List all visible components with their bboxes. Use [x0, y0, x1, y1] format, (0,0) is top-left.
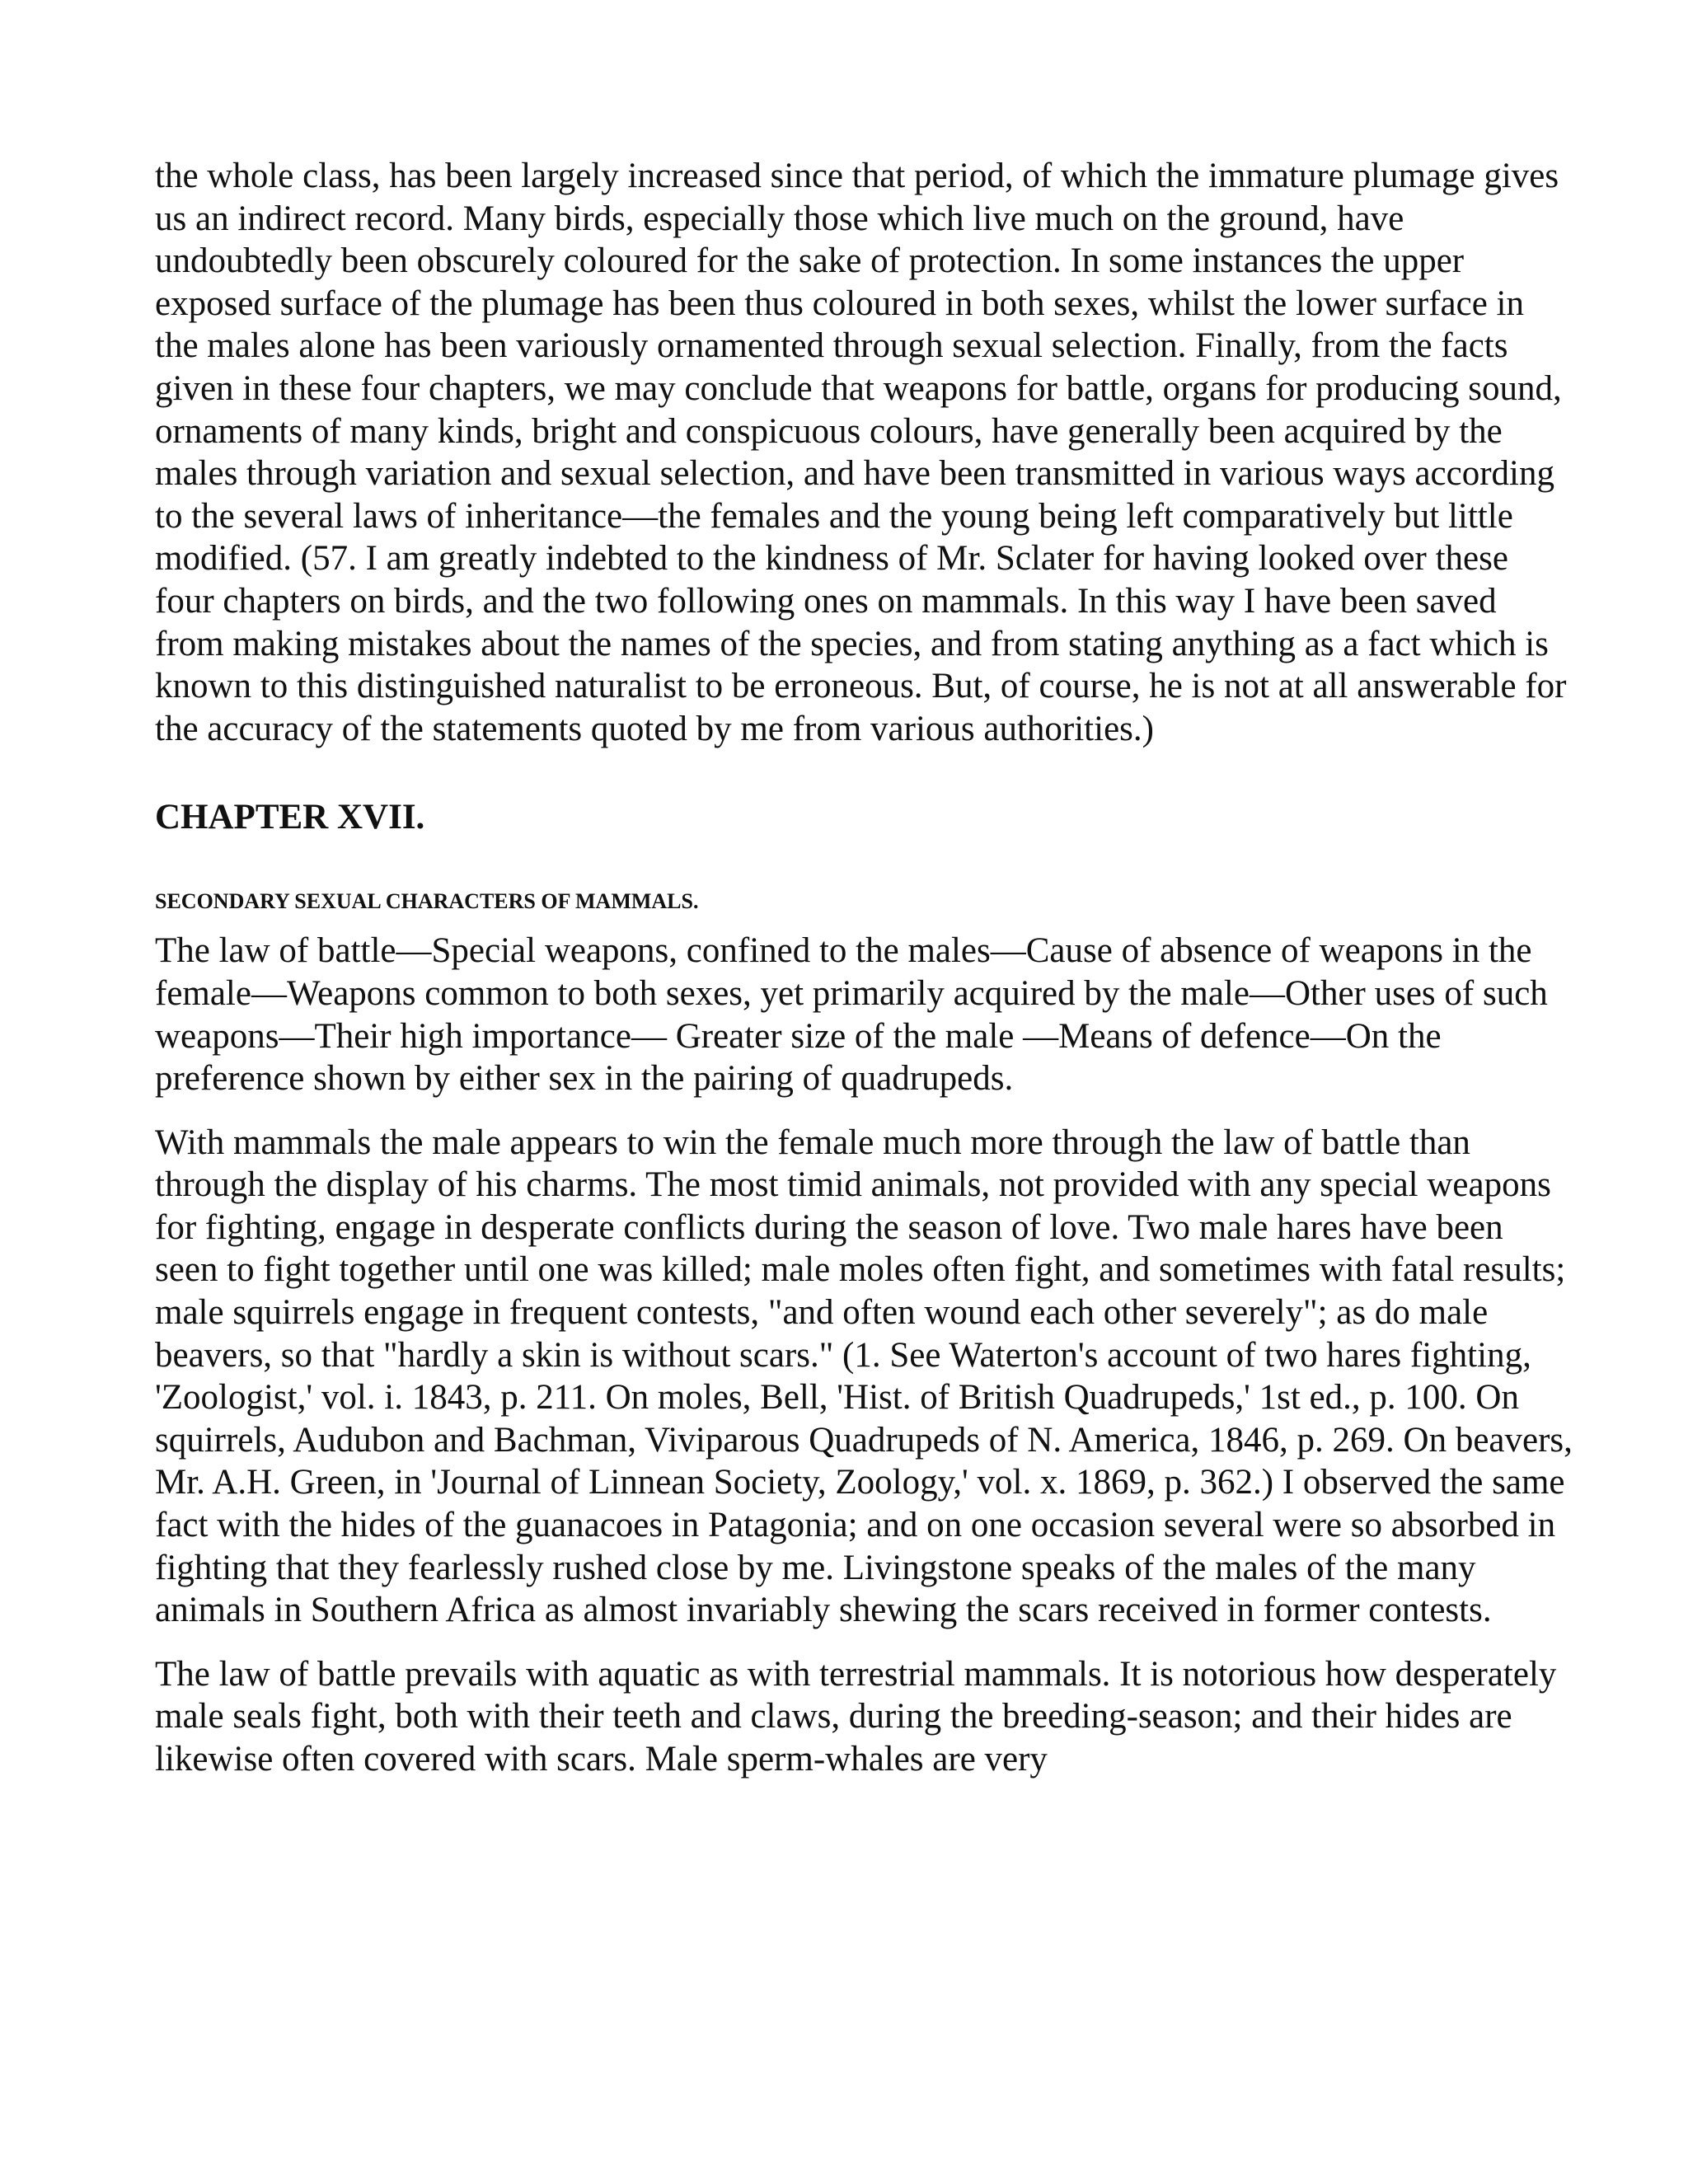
body-paragraph-2: The law of battle prevails with aquatic as with terrestrial mammals. It is notorious how desperately male seals fight, both with their teeth and claws, during the breeding-season; and their hides are likewise often covered with scars. Male sperm-whales are very: [155, 1654, 1557, 1779]
body-paragraph-1: With mammals the male appears to win the female much more through the law of battle than through the display of his charms. The most timid animals, not provided with any special weapons for fighting, engage in desperate conflicts during the season of love. Two male hares have been seen to fight together until one was killed; male moles often fight, and sometimes with fatal results; male squirrels engage in frequent contests, "and often wound each other severely"; as do male beavers, so that "hardly a skin is without scars." (1. See Waterton's account of two hares fighting, 'Zoologist,' vol. i. 1843, p. 211. On moles, Bell, 'Hist. of British Quadrupeds,' 1st ed., p. 100. On squirrels, Audubon and Bachman, Viviparous Quadrupeds of N. America, 1846, p. 269. On beavers, Mr. A.H. Green, in 'Journal of Linnean Society, Zoology,' vol. x. 1869, p. 362.) I observed the same fact with the hides of the guanacoes in Patagonia; and on one occasion several were so absorbed in fighting that they fearlessly rushed close by me. Livingstone speaks of the males of the many animals in Southern Africa as almost invariably shewing the scars received in former contests.: [155, 1122, 1573, 1630]
chapter-summary: The law of battle—Special weapons, confined to the males—Cause of absence of weapons in the female—Weapons common to both sexes, yet primarily acquired by the male—Other uses of such weapons—Their high importance— Greater size of the male —Means of defence—On the preference shown by either sex in the pairing of quadrupeds.: [155, 931, 1548, 1099]
section-title: SECONDARY SEXUAL CHARACTERS OF MAMMALS.: [155, 889, 699, 914]
document-page: [155, 155, 1573, 1781]
chapter-title: CHAPTER XVII.: [155, 798, 425, 837]
intro-paragraph: the whole class, has been largely increased since that period, of which the immature plumage gives us an indirect record. Many birds, especially those which live much on the ground, have undoubtedly been obscurely coloured for the sake of protection. In some instances the upper exposed surface of the plumage has been thus coloured in both sexes, whilst the lower surface in the males alone has been variously ornamented through sexual selection. Finally, from the facts given in these four chapters, we may conclude that weapons for battle, organs for producing sound, ornaments of many kinds, bright and conspicuous colours, have generally been acquired by the males through variation and sexual selection, and have been transmitted in various ways according to the several laws of inheritance—the females and the young being left comparatively but little modified. (57. I am greatly indebted to the kindness of Mr. Sclater for having looked over these four chapters on birds, and the two following ones on mammals. In this way I have been saved from making mistakes about the names of the species, and from stating anything as a fact which is known to this distinguished naturalist to be erroneous. But, of course, he is not at all answerable for the accuracy of the statements quoted by me from various authorities.): [155, 157, 1567, 748]
